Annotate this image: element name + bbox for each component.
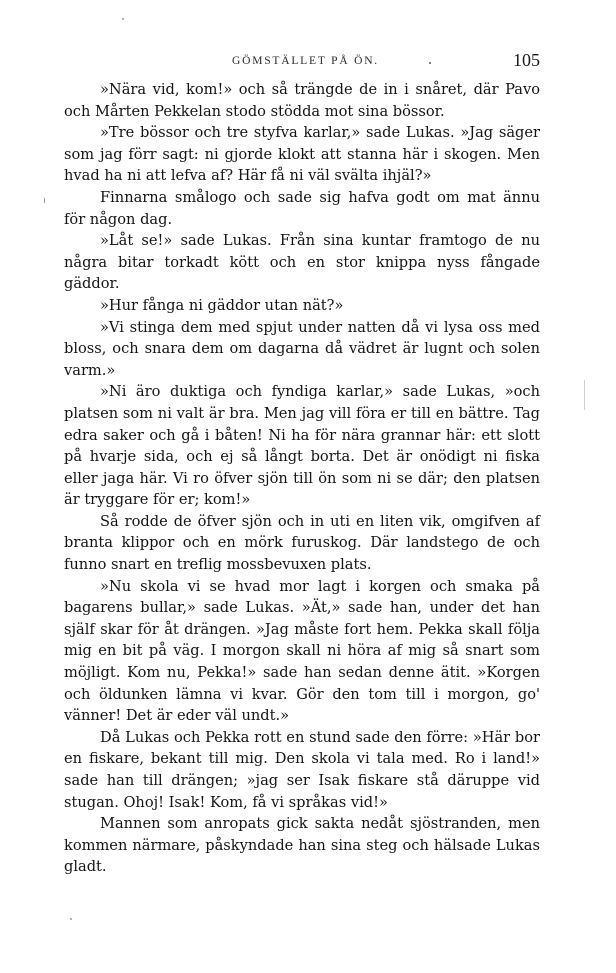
running-title: GÖMSTÄLLET PÅ ÖN.: [232, 55, 379, 67]
paragraph: Finnarna smålogo och sade sig hafva godt om mat ännu för någon dag.: [64, 188, 540, 228]
paragraph: »Låt se!» sade Lukas. Från sina kuntar framtogo de nu några bitar torkadt kött och en stor knippa nyss fångade gäddor.: [64, 232, 540, 293]
paragraph: Så rodde de öfver sjön och in uti en liten vik, omgifven af branta klippor och en mörk furuskog. Där landstego de och funno snart en treflig mossbevuxen plats.: [64, 512, 540, 574]
paper-speck: [122, 18, 124, 20]
body-text: [64, 79, 540, 878]
paragraph: »Nu skola vi se hvad mor lagt i korgen och smaka på bagarens bullar,» sade Lukas. »Ät,» sade han, under det han själf skar för åt drängen. »Jag måste fort hem. Pekka skall följa mig en bit på väg. I morgon skall ni höra af mig så snart som möjligt. Kom nu, Pekka!» sade han sedan denne ätit. »Korgen och öldunken lämna vi kvar. Gör den tom till i morgon, go' vänner! Det är eder väl undt.»: [64, 577, 540, 725]
paragraph: »Nära vid, kom!» och så trängde de in i snåret, där Pavo och Mårten Pekkelan stodo stödda mot sina bössor.: [64, 81, 540, 120]
paragraph: »Hur fånga ni gäddor utan nät?»: [100, 296, 344, 314]
paragraph: »Ni äro duktiga och fyndiga karlar,» sade Lukas, »och platsen som ni valt är bra. Men jag vill föra er till en bättre. Tag edra saker och gå i båten! Ni ha för nära grannar här: ett slott på hvarje sida, och ej så långt borta. Det är onödigt ni fiska eller jaga här. Vi ro öfver sjön till ön som ni se där; den platsen är tryggare för er; kom!»: [64, 383, 540, 509]
paragraph: Mannen som anropats gick sakta nedåt sjöstranden, men kommen närmare, påskyndade han sina steg och hälsade Lukas gladt.: [64, 815, 540, 876]
page-header: [64, 50, 540, 74]
paper-speck: [70, 918, 72, 920]
paragraph: Då Lukas och Pekka rott en stund sade den förre: »Här bor en fiskare, bekant till mig. Den skola vi tala med. Ro i land!» sade han till drängen; »jag ser Isak fiskare stå däruppe vid stugan. Ohoj! Isak! Kom, få vi språkas vid!»: [64, 728, 540, 811]
paragraph: »Vi stinga dem med spjut under natten då vi lysa oss med bloss, och snara dem om dagarna då vädret är lugnt och solen varm.»: [64, 318, 540, 379]
paper-speck: [584, 380, 585, 410]
page-number: 105: [513, 50, 540, 70]
paragraph: »Tre bössor och tre styfva karlar,» sade Lukas. »Jag säger som jag förr sagt: ni gjorde klokt att stanna här i skogen. Men hvad ha ni att lefva af? Här få ni väl svälta ihjäl?»: [64, 124, 540, 185]
paper-speck: [44, 198, 45, 203]
header-speck: [429, 62, 431, 64]
